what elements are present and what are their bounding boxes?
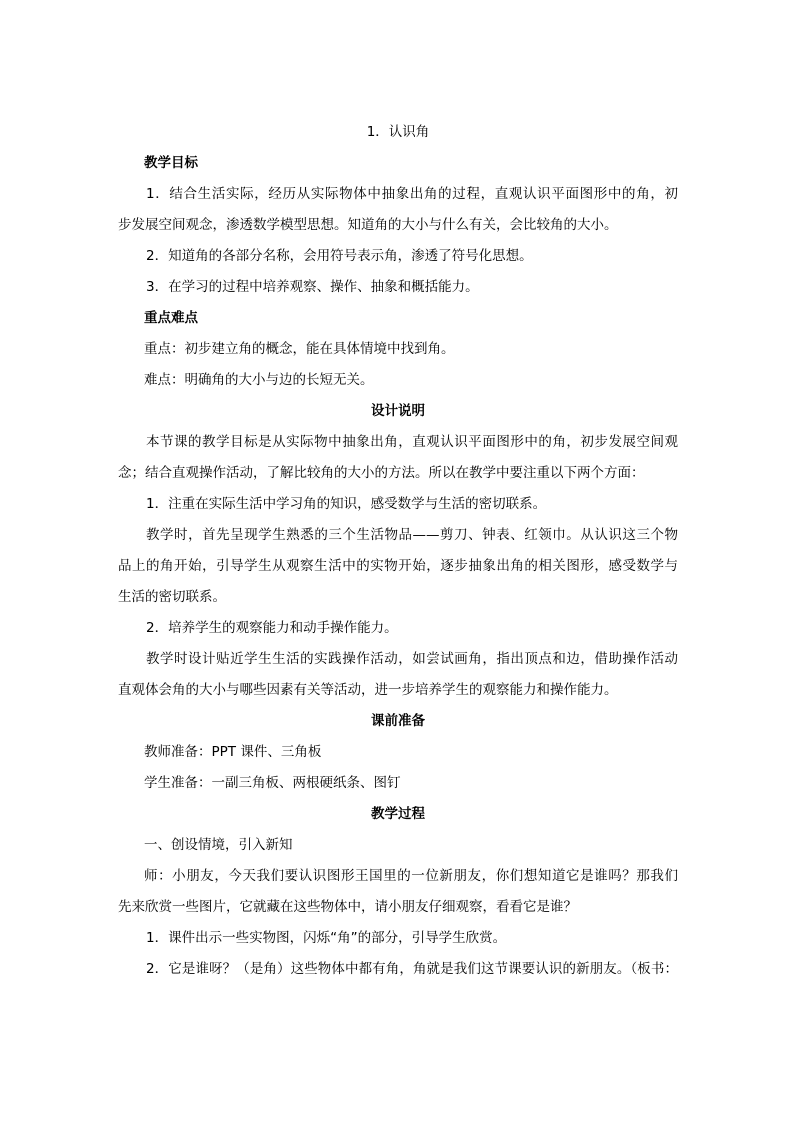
objectives-heading: 教学目标 [144,155,198,171]
focus-point: 重点：初步建立角的概念，能在具体情境中找到角。 [144,341,455,357]
dialog-line: 先来欣赏一些图片，它就藏在这些物体中，请小朋友仔细观察，看看它是谁？ [118,899,577,915]
design-point-line: 直观体会角的大小与哪些因素有关等活动，进一步培养学生的观察能力和操作能力。 [118,682,618,698]
design-heading: 设计说明 [371,403,425,419]
key-points-heading: 重点难点 [144,310,198,326]
process-step-heading: 一、创设情境，引入新知 [144,837,293,853]
teacher-preparation: 教师准备：PPT 课件、三角板 [144,744,322,760]
student-preparation: 学生准备：一副三角板、两根硬纸条、图钉 [144,775,401,791]
process-item: 2．它是谁呀？（是角）这些物体中都有角，角就是我们这节课要认识的新朋友。（板书： [146,961,678,977]
objective-line: 2．知道角的各部分名称，会用符号表示角，渗透了符号化思想。 [146,248,533,264]
design-intro-line: 本节课的教学目标是从实际物中抽象出角，直观认识平面图形中的角，初步发展空间观 [146,434,678,450]
document-body [118,117,678,985]
process-heading: 教学过程 [371,806,425,822]
design-point-line: 教学时，首先呈现学生熟悉的三个生活物品——剪刀、钟表、红领巾。从认识这三个物 [146,527,678,543]
preparation-heading: 课前准备 [371,713,425,729]
dialog-line: 师：小朋友，今天我们要认识图形王国里的一位新朋友，你们想知道它是谁吗？那我们 [144,868,678,884]
difficulty-point: 难点：明确角的大小与边的长短无关。 [144,372,374,388]
lesson-title: 1．认识角 [366,124,430,140]
objective-line: 1．结合生活实际，经历从实际物体中抽象出角的过程，直观认识平面图形中的角，初 [146,186,678,202]
objective-line: 步发展空间观念，渗透数学模型思想。知道角的大小与什么有关，会比较角的大小。 [118,217,618,233]
design-point-line: 品上的角开始，引导学生从观察生活中的实物开始，逐步抽象出角的相关图形，感受数学与 [118,558,678,574]
design-point-line: 生活的密切联系。 [118,589,226,605]
design-point-heading: 2．培养学生的观察能力和动手操作能力。 [146,620,398,636]
design-point-heading: 1．注重在实际生活中学习角的知识，感受数学与生活的密切联系。 [146,496,547,512]
design-intro-line: 念；结合直观操作活动，了解比较角的大小的方法。所以在教学中要注重以下两个方面： [118,465,645,481]
process-item: 1．课件出示一些实物图，闪烁“角”的部分，引导学生欣赏。 [146,930,507,946]
design-point-line: 教学时设计贴近学生生活的实践操作活动，如尝试画角，指出顶点和边，借助操作活动 [146,651,678,667]
objective-line: 3．在学习的过程中培养观察、操作、抽象和概括能力。 [146,279,479,295]
